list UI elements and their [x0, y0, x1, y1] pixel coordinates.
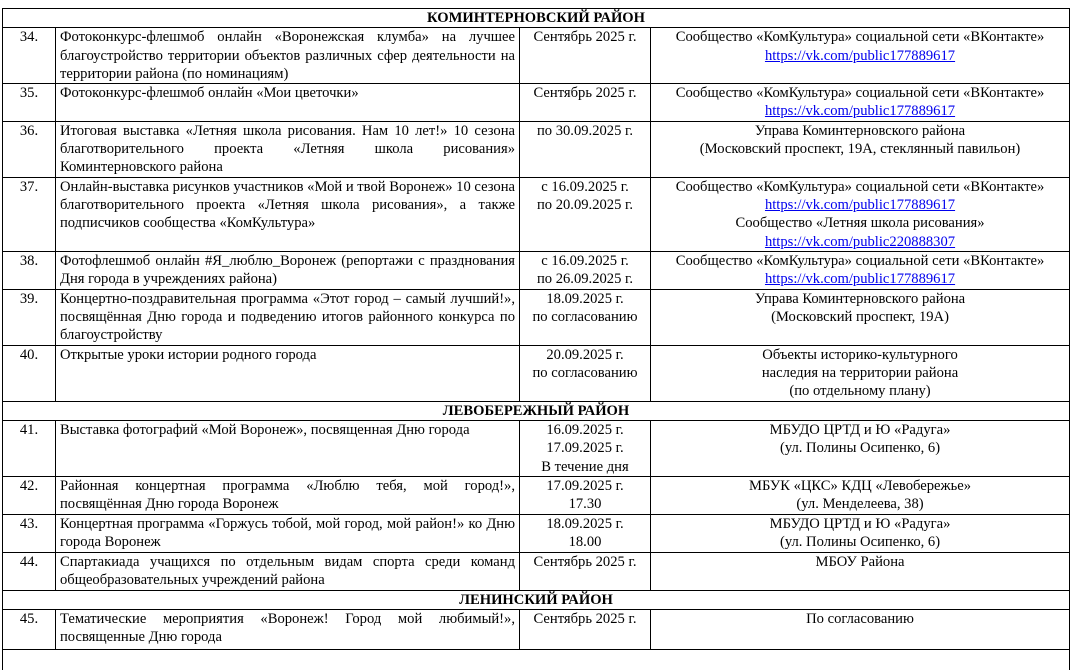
event-date	[520, 345, 651, 401]
table-row	[3, 420, 1070, 476]
event-name: Фотоконкурс-флешмоб онлайн «Мои цветочки»	[56, 84, 520, 122]
row-number: 35.	[3, 84, 56, 122]
row-number: 43.	[3, 514, 56, 552]
event-name: Концертная программа «Горжусь тобой, мой город, мой район!» ко Дню города Воронеж	[56, 514, 520, 552]
place-line: Сообщество «КомКультура» социальной сети «ВКонтакте»	[675, 252, 1045, 269]
date-line: 16.09.2025 г.	[546, 421, 624, 438]
section-title-levoberezhny: ЛЕВОБЕРЕЖНЫЙ РАЙОН	[3, 401, 1070, 420]
date-line: Сентябрь 2025 г.	[533, 553, 637, 570]
section-header-row	[3, 401, 1070, 420]
event-place	[651, 514, 1070, 552]
place-line: (по отдельному плану)	[789, 383, 931, 400]
place-line: (ул. Полины Осипенко, 6)	[779, 440, 941, 457]
table-row	[3, 121, 1070, 177]
table-row	[3, 609, 1070, 649]
event-name: Выставка фотографий «Мой Воронеж», посвященная Дню города	[56, 420, 520, 476]
row-number: 34.	[3, 28, 56, 84]
row-number: 40.	[3, 345, 56, 401]
event-name: Спартакиада учащихся по отдельным видам спорта среди команд общеобразовательных учреждений района	[56, 552, 520, 590]
date-line: с 16.09.2025 г.	[541, 178, 629, 195]
event-date	[520, 420, 651, 476]
event-date	[520, 177, 651, 251]
place-line: Сообщество «Летняя школа рисования»	[735, 215, 985, 232]
event-place	[651, 177, 1070, 251]
vk-link[interactable]: https://vk.com/public220888307	[764, 233, 956, 250]
event-name: Открытые уроки истории родного города	[56, 345, 520, 401]
section-title-komintern: КОМИНТЕРНОВСКИЙ РАЙОН	[3, 9, 1070, 28]
event-place	[651, 84, 1070, 122]
event-place	[651, 476, 1070, 514]
event-place	[651, 345, 1070, 401]
place-line: По согласованию	[806, 610, 914, 627]
row-number: 45.	[3, 609, 56, 649]
place-line: МБУК «ЦКС» КДЦ «Левобережье»	[749, 477, 972, 494]
event-place	[651, 28, 1070, 84]
section-header-row	[3, 590, 1070, 609]
place-line: Сообщество «КомКультура» социальной сети «ВКонтакте»	[675, 85, 1045, 102]
table-row	[3, 289, 1070, 345]
event-date	[520, 251, 651, 289]
table-row	[3, 177, 1070, 251]
event-date	[520, 552, 651, 590]
event-name: Итоговая выставка «Летняя школа рисования. Нам 10 лет!» 10 сезона благотворительного проекта «Летняя школа рисования» Коминтерновского района	[56, 121, 520, 177]
row-number: 38.	[3, 251, 56, 289]
table-row	[3, 552, 1070, 590]
date-line: 18.09.2025 г.	[546, 515, 624, 532]
row-number: 39.	[3, 289, 56, 345]
row-number: 44.	[3, 552, 56, 590]
table-row	[3, 28, 1070, 84]
vk-link[interactable]: https://vk.com/public177889617	[764, 196, 956, 213]
event-name: Фотофлешмоб онлайн #Я_люблю_Воронеж (репортажи с празднования Дня города в учреждениях района)	[56, 251, 520, 289]
row-number: 37.	[3, 177, 56, 251]
date-line: по 20.09.2025 г.	[536, 196, 634, 213]
table-row	[3, 476, 1070, 514]
date-line: В течение дня	[541, 458, 629, 475]
event-place	[651, 251, 1070, 289]
place-line: МБУДО ЦРТД и Ю «Радуга»	[769, 421, 951, 438]
vk-link[interactable]: https://vk.com/public177889617	[764, 271, 956, 288]
place-line: Управа Коминтерновского района	[754, 122, 966, 139]
table-row	[3, 251, 1070, 289]
place-line: (ул. Менделеева, 38)	[796, 496, 924, 513]
event-place	[651, 420, 1070, 476]
date-line: с 16.09.2025 г.	[541, 252, 629, 269]
row-number: 42.	[3, 476, 56, 514]
event-date	[520, 514, 651, 552]
date-line: Сентябрь 2025 г.	[533, 29, 637, 46]
place-line: Объекты историко-культурного	[762, 346, 958, 363]
event-date	[520, 289, 651, 345]
event-date	[520, 609, 651, 649]
event-name: Концертно-поздравительная программа «Этот город – самый лучший!», посвящённая Дню города и подведению итогов районного конкурса по благоустройству	[56, 289, 520, 345]
event-name: Фотоконкурс-флешмоб онлайн «Воронежская клумба» на лучшее благоустройство территории объектов различных сфер деятельности на территории района (по номинациям)	[56, 28, 520, 84]
place-line: Управа Коминтерновского района	[754, 290, 966, 307]
section-title-leninsky: ЛЕНИНСКИЙ РАЙОН	[3, 590, 1070, 609]
place-line: (ул. Полины Осипенко, 6)	[779, 534, 941, 551]
continuation-cell	[3, 649, 1070, 670]
place-line: наследия на территории района	[761, 365, 959, 382]
date-line: по 30.09.2025 г.	[536, 122, 634, 139]
date-line: 17.09.2025 г.	[546, 477, 624, 494]
event-name: Тематические мероприятия «Воронеж! Город мой любимый!», посвященные Дню города	[56, 609, 520, 649]
table-row	[3, 514, 1070, 552]
date-line: 18.00	[568, 534, 602, 551]
table-row-continuation	[3, 649, 1070, 670]
date-line: Сентябрь 2025 г.	[533, 85, 637, 102]
place-line: МБУДО ЦРТД и Ю «Радуга»	[769, 515, 951, 532]
place-line: (Московский проспект, 19А, стеклянный павильон)	[699, 141, 1021, 158]
date-line: 18.09.2025 г.	[546, 290, 624, 307]
place-line: Сообщество «КомКультура» социальной сети «ВКонтакте»	[675, 178, 1045, 195]
date-line: по согласованию	[532, 365, 638, 382]
events-table	[2, 8, 1070, 670]
date-line: 17.30	[568, 496, 602, 513]
table-row	[3, 84, 1070, 122]
row-number: 41.	[3, 420, 56, 476]
event-place	[651, 552, 1070, 590]
vk-link[interactable]: https://vk.com/public177889617	[764, 103, 956, 120]
place-line: МБОУ Района	[815, 553, 905, 570]
row-number: 36.	[3, 121, 56, 177]
place-line: Сообщество «КомКультура» социальной сети «ВКонтакте»	[675, 29, 1045, 46]
date-line: 17.09.2025 г.	[546, 440, 624, 457]
event-place	[651, 121, 1070, 177]
event-place	[651, 289, 1070, 345]
date-line: Сентябрь 2025 г.	[533, 610, 637, 627]
vk-link[interactable]: https://vk.com/public177889617	[764, 47, 956, 64]
event-date	[520, 28, 651, 84]
place-line: (Московский проспект, 19А)	[771, 309, 949, 326]
event-name: Онлайн-выставка рисунков участников «Мой и твой Воронеж» 10 сезона благотворительного проекта «Летняя школа рисования», а также подписчиков сообщества «КомКультура»	[56, 177, 520, 251]
date-line: по согласованию	[532, 309, 638, 326]
events-table-body	[3, 9, 1070, 670]
table-row	[3, 345, 1070, 401]
event-date	[520, 121, 651, 177]
section-header-row	[3, 9, 1070, 28]
date-line: 20.09.2025 г.	[546, 346, 624, 363]
event-date	[520, 476, 651, 514]
event-place	[651, 609, 1070, 649]
date-line: по 26.09.2025 г.	[536, 271, 634, 288]
event-name: Районная концертная программа «Люблю тебя, мой город!», посвящённая Дню города Воронеж	[56, 476, 520, 514]
event-date	[520, 84, 651, 122]
